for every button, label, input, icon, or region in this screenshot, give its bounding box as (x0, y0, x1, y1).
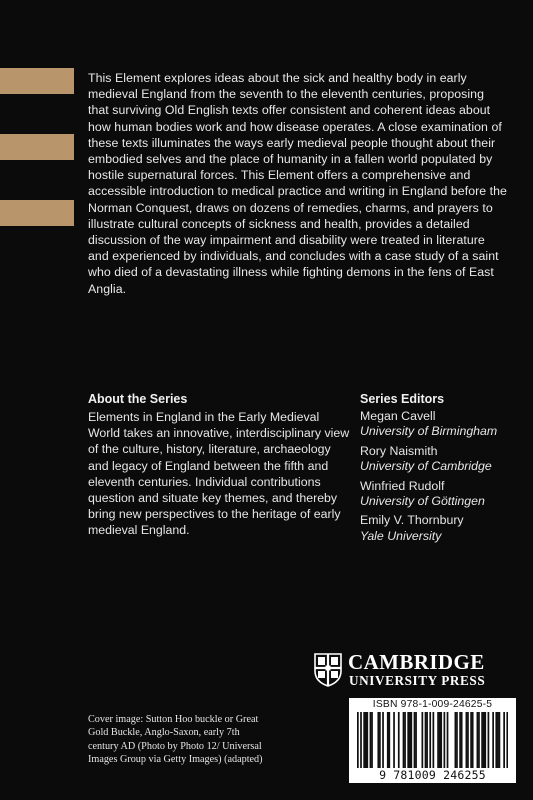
series-editors-heading: Series Editors (360, 392, 445, 406)
abstract-text: This Element explores ideas about the sick and healthy body in early medieval England from the seventh to the eleventh centuries, proposing that surviving Old English texts offer consistent and coherent ideas about how human bodies work and how disease operates. A close examination of these texts illuminates the ways early medieval people thought about their embodied selves and the place of humanity in a fallen world populated by hostile supernatural forces. This Element offers a comprehensive and accessible introduction to medical practice and writing in England before the Norman Conquest, draws on dozens of remedies, charms, and prayers to illustrate cultural concepts of sickness and health, provides a detailed discussion of the way impairment and disability were treated in literature and experienced by individuals, and concludes with a case study of a saint who died of a devastating illness while fighting demons in the fens of East Anglia. (88, 71, 507, 296)
barcode-icon (357, 712, 508, 768)
about-series-heading: About the Series (88, 392, 188, 406)
editor-entry (360, 444, 520, 475)
editor-name: Rory Naismith (360, 443, 438, 458)
accent-bar-1 (0, 68, 74, 94)
series-editors-section (360, 392, 520, 548)
editor-entry (360, 409, 520, 440)
cambridge-shield-icon (314, 653, 342, 687)
editor-name: Winfried Rudolf (360, 478, 445, 493)
editor-name: Emily V. Thornbury (360, 513, 464, 528)
accent-bar-2 (0, 134, 74, 160)
cover-credit: Cover image: Sutton Hoo buckle or Great Gold Buckle, Anglo-Saxon, early 7th century AD (Photo by Photo 12/ Universal Images Group via Getty Images) (adapted) (88, 714, 263, 766)
editor-affiliation: University of Göttingen (360, 494, 485, 509)
editor-affiliation: University of Cambridge (360, 459, 492, 474)
editor-entry (360, 513, 520, 544)
editor-entry (360, 479, 520, 510)
isbn-barcode (349, 698, 516, 783)
editor-affiliation: Yale University (360, 528, 442, 543)
barcode-number: 9 781009 246255 (379, 768, 486, 782)
about-series-section (88, 392, 353, 539)
isbn-label: ISBN 978-1-009-24625-5 (372, 699, 493, 710)
editor-name: Megan Cavell (360, 409, 436, 423)
publisher-logo (314, 651, 514, 691)
publisher-name: CAMBRIDGE (348, 650, 485, 674)
about-series-text: Elements in England in the Early Medieval World takes an innovative, interdisciplinary view of the culture, history, literature, archaeology and legacy of England between the fifth and eleventh centuries. Individual contributions question and situate key themes, and thereby bring new perspectives to the heritage of early medieval England. (88, 410, 350, 538)
editor-affiliation: University of Birmingham (360, 424, 498, 439)
accent-bar-3 (0, 200, 74, 226)
publisher-subtitle: UNIVERSITY PRESS (349, 673, 486, 688)
